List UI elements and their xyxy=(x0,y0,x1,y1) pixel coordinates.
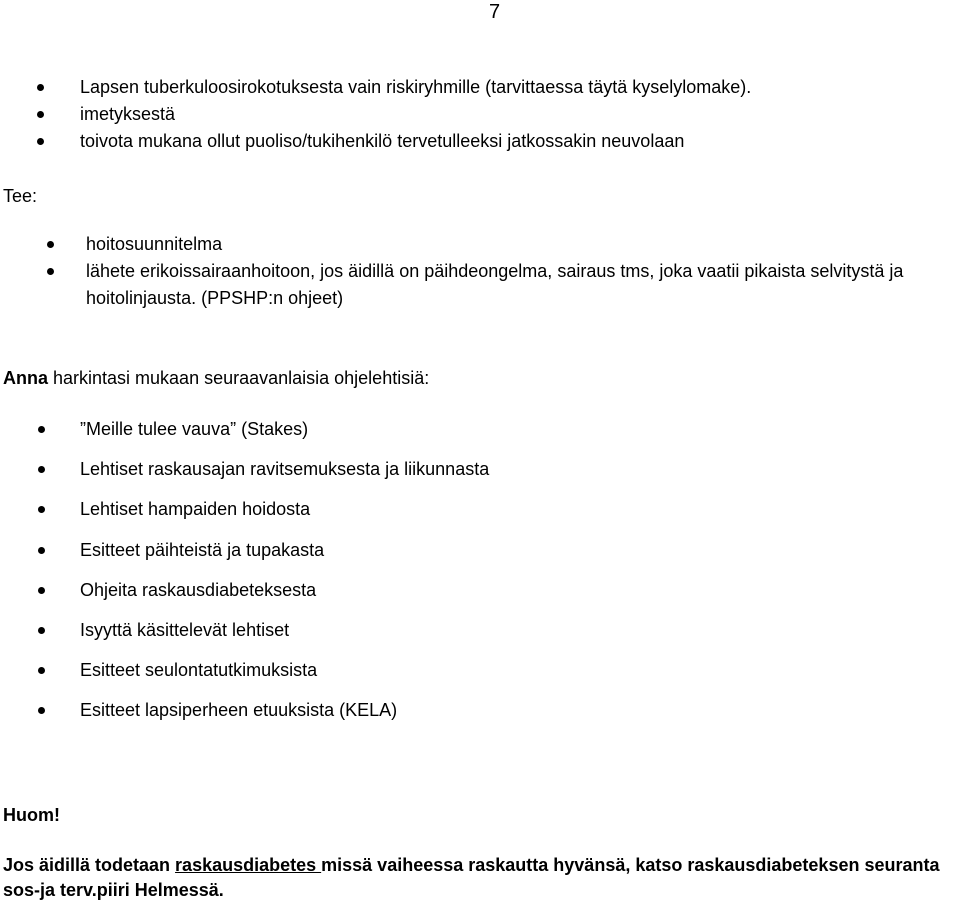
list-item xyxy=(80,697,950,724)
list-item xyxy=(80,617,950,644)
list-item-text: hoitosuunnitelma xyxy=(86,234,223,254)
list-item-text: Ohjeita raskausdiabeteksesta xyxy=(80,579,317,600)
bullet-icon xyxy=(37,111,44,118)
list-item-text: ”Meille tulee vauva” (Stakes) xyxy=(80,419,309,439)
brochure-intro xyxy=(3,366,429,390)
page-number: 7 xyxy=(489,1,501,23)
list-item xyxy=(80,456,950,483)
list-item-text: lähete erikoissairaanhoitoon, jos äidillä on päihdeongelma, sairaus tms, joka vaatii pikaista selvitystä ja hoitolinjausta. (PPSHP:n ohjeet) xyxy=(86,261,904,308)
list-item xyxy=(86,258,956,312)
list-item xyxy=(80,657,950,684)
bullet-icon xyxy=(38,587,45,594)
bullet-list-brochures xyxy=(80,416,950,738)
bullet-list-top xyxy=(80,74,950,155)
note-heading: Huom! xyxy=(3,805,60,825)
list-item xyxy=(80,128,950,155)
bullet-icon xyxy=(38,547,45,554)
list-item xyxy=(80,496,950,523)
bullet-list-tee xyxy=(86,231,956,312)
bullet-icon xyxy=(47,268,54,275)
anna-rest: harkintasi mukaan seuraavanlaisia ohjelehtisiä: xyxy=(48,368,430,388)
list-item-text: toivota mukana ollut puoliso/tukihenkilö tervetulleeksi jatkossakin neuvolaan xyxy=(80,131,685,151)
bullet-icon xyxy=(38,506,45,513)
bullet-icon xyxy=(38,667,45,674)
list-item xyxy=(80,416,950,443)
list-item xyxy=(80,577,950,604)
list-item-text: Esitteet seulontatutkimuksista xyxy=(80,660,318,681)
note-text-start: Jos äidillä todetaan xyxy=(3,855,176,875)
list-item-text: Esitteet lapsiperheen etuuksista (KELA) xyxy=(80,700,398,721)
list-item-text: Lehtiset raskausajan ravitsemuksesta ja liikunnasta xyxy=(80,459,490,480)
list-item-text: Lapsen tuberkuloosirokotuksesta vain riskiryhmille (tarvittaessa täytä kyselylomake). xyxy=(80,77,752,97)
bullet-icon xyxy=(47,241,54,248)
note-underlined-term: raskausdiabetes xyxy=(175,855,322,875)
list-item-text: Lehtiset hampaiden hoidosta xyxy=(80,499,311,520)
bullet-icon xyxy=(38,707,45,714)
list-item xyxy=(80,537,950,564)
note-text-end: missä vaiheessa raskautta hyvänsä, katso raskausdiabeteksen seuranta sos-ja terv.piiri Helmessä. xyxy=(3,855,940,900)
list-item-text: Isyyttä käsittelevät lehtiset xyxy=(80,619,290,640)
bullet-icon xyxy=(38,466,45,473)
list-item xyxy=(80,74,950,101)
tee-heading: Tee: xyxy=(3,186,38,206)
bullet-icon xyxy=(37,84,44,91)
bullet-icon xyxy=(38,627,45,634)
list-item-text: Esitteet päihteistä ja tupakasta xyxy=(80,539,325,560)
list-item xyxy=(80,101,950,128)
anna-bold: Anna xyxy=(3,368,48,388)
list-item-text: imetyksestä xyxy=(80,104,176,124)
bullet-icon xyxy=(38,426,45,433)
note-paragraph xyxy=(3,853,953,903)
bullet-icon xyxy=(37,138,44,145)
list-item xyxy=(86,231,956,258)
